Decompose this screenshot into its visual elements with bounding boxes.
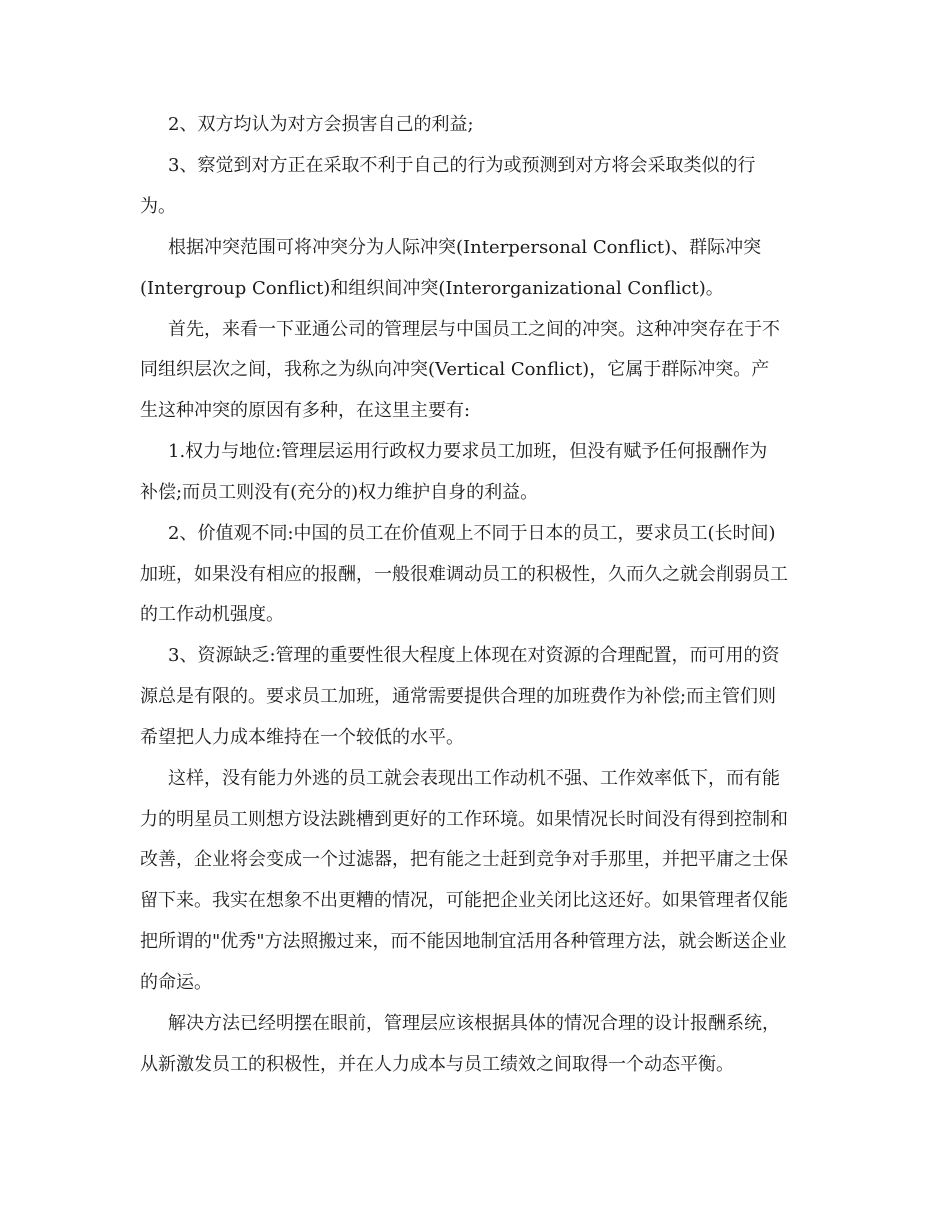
text-line: 补偿;而员工则没有(充分的)权力维护自身的利益。 xyxy=(140,482,539,503)
text-line: 3、资源缺乏:管理的重要性很大程度上体现在对资源的合理配置，而可用的资 xyxy=(168,645,780,666)
text-line: 首先，来看一下亚通公司的管理层与中国员工之间的冲突。这种冲突存在于不 xyxy=(168,319,780,340)
text-line: 的工作动机强度。 xyxy=(140,604,284,625)
text-line: (Intergroup Conflict)和组织间冲突(Interorganizational Conflict)。 xyxy=(140,278,724,299)
text-line: 加班，如果没有相应的报酬，一般很难调动员工的积极性，久而久之就会削弱员工 xyxy=(140,564,788,585)
text-line: 留下来。我实在想象不出更糟的情况，可能把企业关闭比这还好。如果管理者仅能 xyxy=(140,890,788,911)
text-line: 希望把人力成本维持在一个较低的水平。 xyxy=(140,727,464,748)
text-line: 2、价值观不同:中国的员工在价值观上不同于日本的员工，要求员工(长时间) xyxy=(168,523,776,544)
text-line: 的命运。 xyxy=(140,972,212,993)
text-line: 同组织层次之间，我称之为纵向冲突(Vertical Conflict)，它属于群际冲突。产 xyxy=(140,359,770,380)
text-line: 从新激发员工的积极性，并在人力成本与员工绩效之间取得一个动态平衡。 xyxy=(140,1054,734,1075)
text-line: 解决方法已经明摆在眼前，管理层应该根据具体的情况合理的设计报酬系统， xyxy=(168,1013,780,1034)
text-line: 这样，没有能力外逃的员工就会表现出工作动机不强、工作效率低下，而有能 xyxy=(168,768,780,789)
text-line: 1.权力与地位:管理层运用行政权力要求员工加班，但没有赋予任何报酬作为 xyxy=(168,441,768,462)
text-line: 生这种冲突的原因有多种，在这里主要有: xyxy=(140,400,471,421)
text-line: 改善，企业将会变成一个过滤器，把有能之士赶到竞争对手那里，并把平庸之士保 xyxy=(140,849,788,870)
text-line: 源总是有限的。要求员工加班，通常需要提供合理的加班费作为补偿;而主管们则 xyxy=(140,686,777,707)
text-line: 力的明星员工则想方设法跳槽到更好的工作环境。如果情况长时间没有得到控制和 xyxy=(140,809,788,830)
text-line: 2、双方均认为对方会损害自己的利益; xyxy=(168,114,474,135)
text-line: 为。 xyxy=(140,196,176,217)
text-line: 3、察觉到对方正在采取不利于自己的行为或预测到对方将会采取类似的行 xyxy=(168,155,756,176)
text-line: 把所谓的"优秀"方法照搬过来，而不能因地制宜活用各种管理方法，就会断送企业 xyxy=(140,931,787,952)
text-line: 根据冲突范围可将冲突分为人际冲突(Interpersonal Conflict)、群际冲突 xyxy=(168,237,762,258)
